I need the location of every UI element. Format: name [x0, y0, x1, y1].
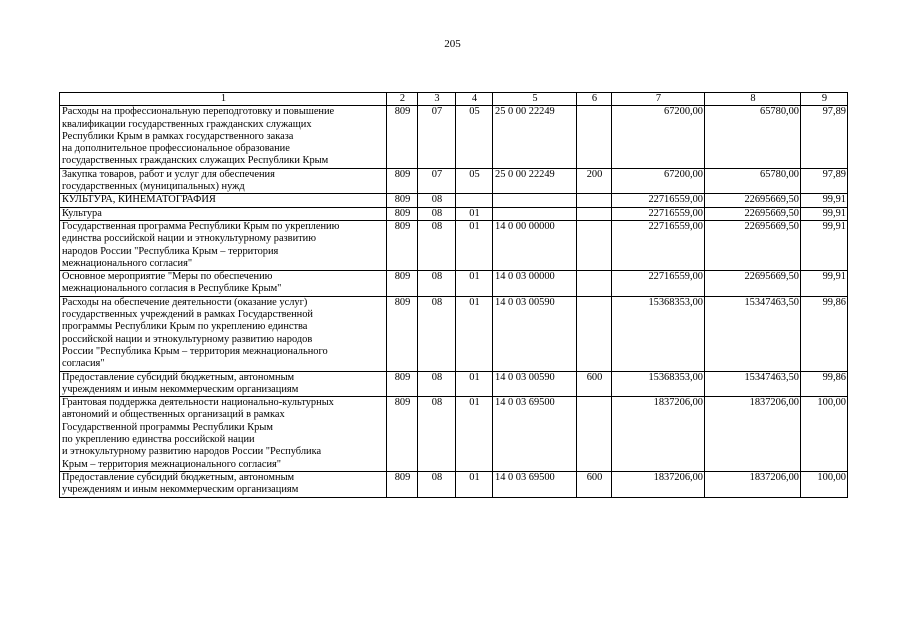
item-name-line: межнационального согласия": [62, 257, 193, 269]
executed-amount-cell: 22695669,50: [705, 207, 801, 220]
item-name-line: Государственной программы Республики Крым: [62, 421, 273, 433]
execution-percent-cell: 99,91: [801, 207, 848, 220]
column-header: 9: [801, 93, 848, 106]
planned-amount-cell: 67200,00: [612, 168, 705, 194]
item-name-line: Предоставление субсидий бюджетным, автономным: [62, 371, 295, 383]
target-article-cell: 14 0 03 69500: [493, 397, 577, 472]
subsection-code-cell: 05: [456, 168, 493, 194]
target-article-cell: 14 0 03 00000: [493, 271, 577, 297]
subsection-code-cell: 01: [456, 371, 493, 397]
item-name-line: Расходы на профессиональную переподготовку и повышение: [62, 106, 335, 118]
subsection-code-cell: 01: [456, 296, 493, 371]
column-header: 4: [456, 93, 493, 106]
section-code-cell: 08: [418, 371, 456, 397]
expense-type-cell: [577, 220, 612, 270]
target-article-cell: 25 0 00 22249: [493, 168, 577, 194]
item-name-cell: [60, 194, 387, 207]
section-code-cell: 08: [418, 271, 456, 297]
table-row: [60, 168, 848, 194]
item-name-line: Грантовая поддержка деятельности национально-культурных: [62, 397, 334, 409]
target-article-cell: 14 0 03 69500: [493, 471, 577, 497]
subsection-code-cell: 01: [456, 220, 493, 270]
table-row: [60, 397, 848, 472]
section-code-cell: 08: [418, 194, 456, 207]
ministry-code-cell: 809: [387, 397, 418, 472]
item-name-line: Республики Крым в рамках государственного заказа: [62, 130, 294, 142]
item-name-line: единства российской нации и этнокультурному развитию: [62, 233, 316, 245]
ministry-code-cell: 809: [387, 471, 418, 497]
item-name-line: Крым – территория межнационального согласия": [62, 458, 282, 470]
item-name-line: КУЛЬТУРА, КИНЕМАТОГРАФИЯ: [62, 194, 216, 206]
target-article-cell: 14 0 03 00590: [493, 296, 577, 371]
subsection-code-cell: 01: [456, 207, 493, 220]
section-code-cell: 08: [418, 471, 456, 497]
table-row: [60, 106, 848, 168]
item-name-line: государственных (муниципальных) нужд: [62, 181, 245, 193]
executed-amount-cell: 22695669,50: [705, 220, 801, 270]
item-name-line: на дополнительное профессиональное образование: [62, 143, 290, 155]
item-name-line: государственных учреждений в рамках Государственной: [62, 309, 313, 321]
execution-percent-cell: 99,91: [801, 271, 848, 297]
ministry-code-cell: 809: [387, 106, 418, 168]
item-name-line: по укреплению единства российской нации: [62, 434, 255, 446]
planned-amount-cell: 22716559,00: [612, 207, 705, 220]
planned-amount-cell: 1837206,00: [612, 471, 705, 497]
table-row: [60, 371, 848, 397]
executed-amount-cell: 1837206,00: [705, 397, 801, 472]
target-article-cell: 14 0 03 00590: [493, 371, 577, 397]
item-name-line: учреждениям и иным некоммерческим организациям: [62, 383, 299, 395]
executed-amount-cell: 65780,00: [705, 106, 801, 168]
planned-amount-cell: 15368353,00: [612, 296, 705, 371]
execution-percent-cell: 97,89: [801, 106, 848, 168]
expense-type-cell: [577, 106, 612, 168]
column-header: 6: [577, 93, 612, 106]
execution-percent-cell: 97,89: [801, 168, 848, 194]
item-name-line: народов России "Республика Крым – территория: [62, 245, 279, 257]
section-code-cell: 07: [418, 168, 456, 194]
expense-type-cell: [577, 194, 612, 207]
item-name-line: Предоставление субсидий бюджетным, автономным: [62, 471, 295, 483]
item-name-line: согласия": [62, 358, 105, 370]
ministry-code-cell: 809: [387, 168, 418, 194]
item-name-cell: [60, 106, 387, 168]
target-article-cell: 14 0 00 00000: [493, 220, 577, 270]
column-header: 8: [705, 93, 801, 106]
ministry-code-cell: 809: [387, 296, 418, 371]
table-row: [60, 194, 848, 207]
section-code-cell: 08: [418, 397, 456, 472]
expense-type-cell: 600: [577, 471, 612, 497]
executed-amount-cell: 22695669,50: [705, 271, 801, 297]
budget-table: [59, 92, 848, 498]
table-row: [60, 220, 848, 270]
item-name-cell: [60, 220, 387, 270]
item-name-line: Основное мероприятие "Меры по обеспечению: [62, 271, 273, 283]
subsection-code-cell: 05: [456, 106, 493, 168]
subsection-code-cell: 01: [456, 271, 493, 297]
target-article-cell: 25 0 00 22249: [493, 106, 577, 168]
item-name-line: квалификации государственных гражданских служащих: [62, 118, 312, 130]
planned-amount-cell: 67200,00: [612, 106, 705, 168]
item-name-cell: [60, 207, 387, 220]
ministry-code-cell: 809: [387, 271, 418, 297]
item-name-cell: [60, 296, 387, 371]
item-name-cell: [60, 371, 387, 397]
subsection-code-cell: [456, 194, 493, 207]
item-name-line: Культура: [62, 207, 102, 219]
executed-amount-cell: 22695669,50: [705, 194, 801, 207]
section-code-cell: 07: [418, 106, 456, 168]
expense-type-cell: [577, 271, 612, 297]
item-name-line: российской нации и этнокультурному развитию народов: [62, 333, 313, 345]
item-name-cell: [60, 271, 387, 297]
page-number: 205: [444, 38, 461, 50]
item-name-cell: [60, 471, 387, 497]
execution-percent-cell: 99,91: [801, 194, 848, 207]
table-header-row: [60, 93, 848, 106]
ministry-code-cell: 809: [387, 371, 418, 397]
ministry-code-cell: 809: [387, 207, 418, 220]
section-code-cell: 08: [418, 207, 456, 220]
ministry-code-cell: 809: [387, 220, 418, 270]
executed-amount-cell: 15347463,50: [705, 296, 801, 371]
executed-amount-cell: 65780,00: [705, 168, 801, 194]
execution-percent-cell: 99,91: [801, 220, 848, 270]
item-name-cell: [60, 168, 387, 194]
column-header: 1: [60, 93, 387, 106]
item-name-line: межнационального согласия в Республике Крым": [62, 283, 282, 295]
planned-amount-cell: 22716559,00: [612, 194, 705, 207]
expense-type-cell: [577, 207, 612, 220]
execution-percent-cell: 99,86: [801, 371, 848, 397]
section-code-cell: 08: [418, 220, 456, 270]
table-row: [60, 471, 848, 497]
item-name-line: программы Республики Крым по укреплению единства: [62, 321, 308, 333]
table-row: [60, 207, 848, 220]
item-name-line: Закупка товаров, работ и услуг для обеспечения: [62, 168, 275, 180]
table-body: [60, 106, 848, 497]
expense-type-cell: [577, 296, 612, 371]
section-code-cell: 08: [418, 296, 456, 371]
planned-amount-cell: 15368353,00: [612, 371, 705, 397]
planned-amount-cell: 22716559,00: [612, 220, 705, 270]
item-name-line: государственных гражданских служащих Республики Крым: [62, 155, 329, 167]
item-name-cell: [60, 397, 387, 472]
execution-percent-cell: 100,00: [801, 397, 848, 472]
subsection-code-cell: 01: [456, 471, 493, 497]
ministry-code-cell: 809: [387, 194, 418, 207]
executed-amount-cell: 15347463,50: [705, 371, 801, 397]
executed-amount-cell: 1837206,00: [705, 471, 801, 497]
table-row: [60, 271, 848, 297]
item-name-line: автономий и общественных организаций в рамках: [62, 409, 285, 421]
item-name-line: учреждениям и иным некоммерческим организациям: [62, 484, 299, 496]
target-article-cell: [493, 207, 577, 220]
item-name-line: Государственная программа Республики Крым по укреплению: [62, 220, 340, 232]
column-header: 7: [612, 93, 705, 106]
expense-type-cell: [577, 397, 612, 472]
item-name-line: Расходы на обеспечение деятельности (оказание услуг): [62, 296, 308, 308]
column-header: 2: [387, 93, 418, 106]
table-row: [60, 296, 848, 371]
execution-percent-cell: 100,00: [801, 471, 848, 497]
execution-percent-cell: 99,86: [801, 296, 848, 371]
expense-type-cell: 600: [577, 371, 612, 397]
column-header: 3: [418, 93, 456, 106]
item-name-line: России "Республика Крым – территория межнационального: [62, 345, 328, 357]
subsection-code-cell: 01: [456, 397, 493, 472]
column-header: 5: [493, 93, 577, 106]
expense-type-cell: 200: [577, 168, 612, 194]
target-article-cell: [493, 194, 577, 207]
planned-amount-cell: 1837206,00: [612, 397, 705, 472]
planned-amount-cell: 22716559,00: [612, 271, 705, 297]
item-name-line: и этнокультурному развитию народов России "Республика: [62, 446, 322, 458]
